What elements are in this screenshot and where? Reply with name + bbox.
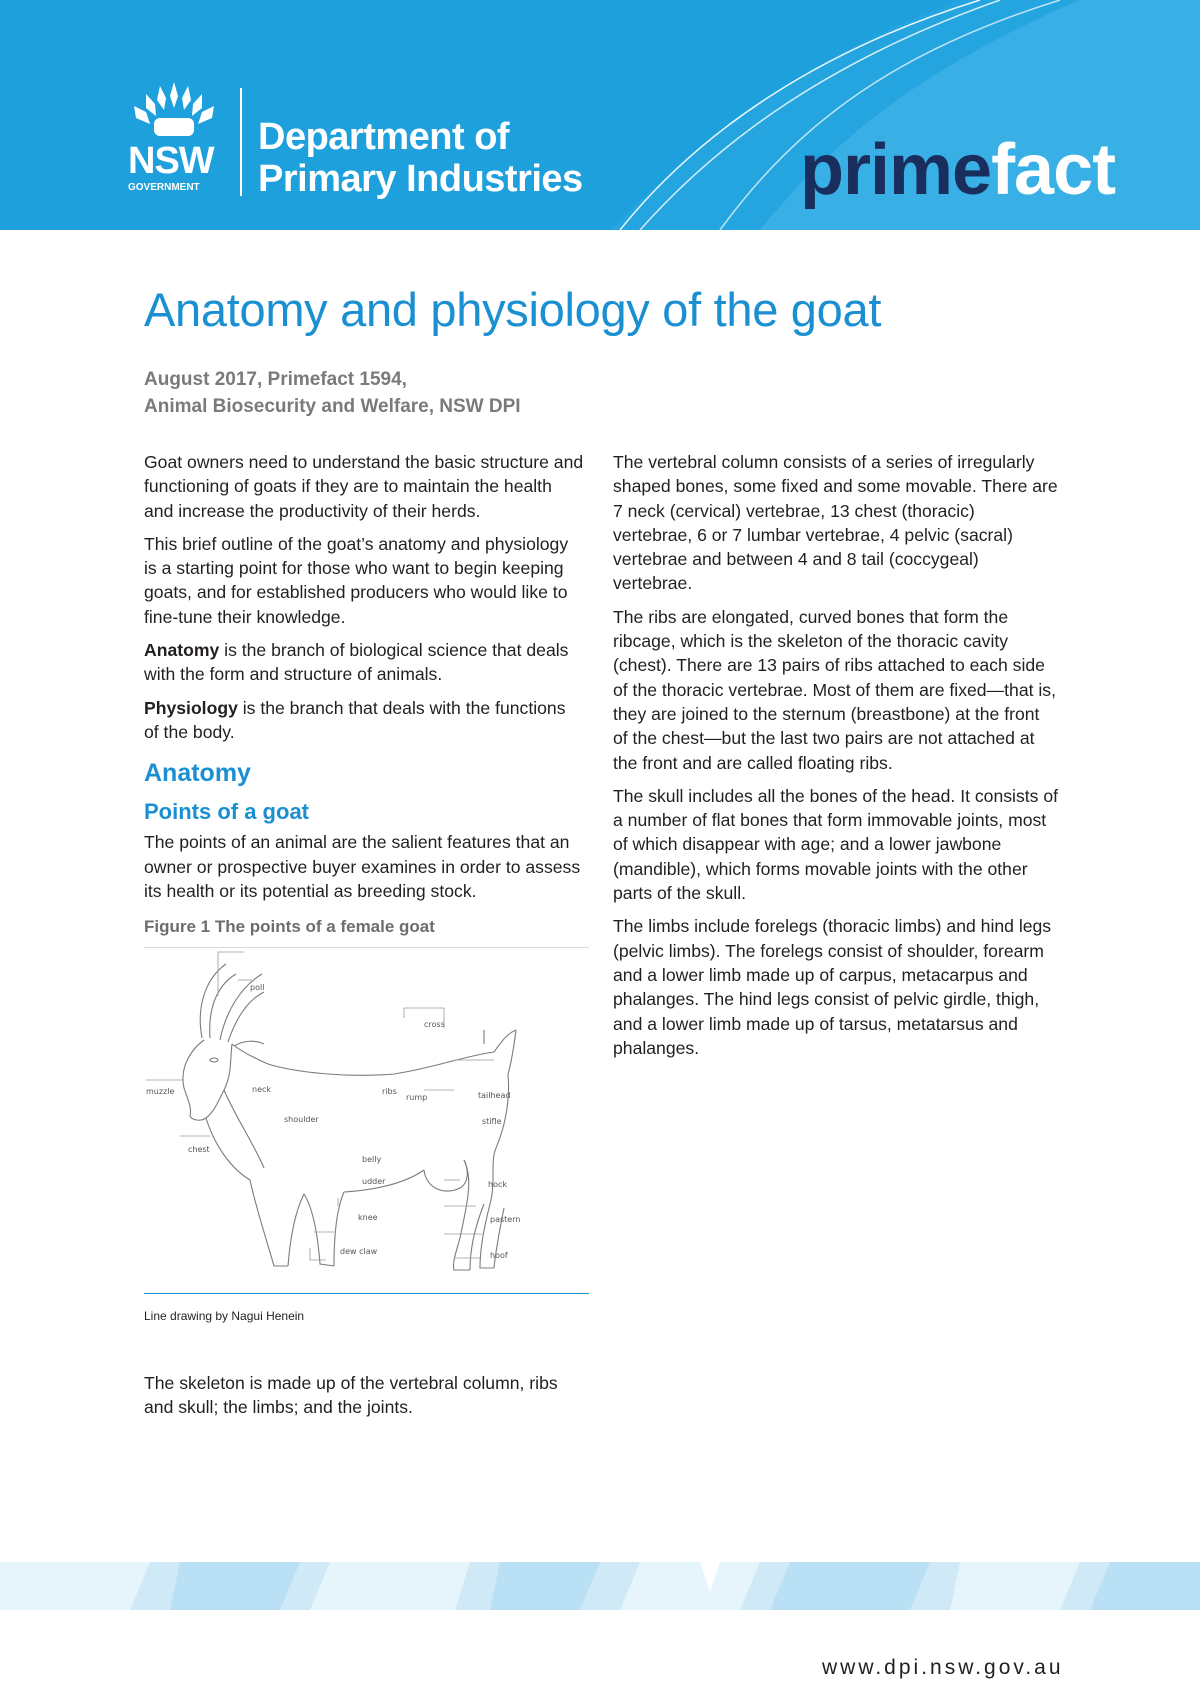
- term-physiology: Physiology: [144, 697, 238, 718]
- department-name: [258, 116, 583, 200]
- figure-caption: Figure 1 The points of a female goat: [144, 917, 435, 937]
- logo-nsw-text: NSW: [128, 140, 214, 182]
- label-knee: knee: [358, 1213, 378, 1223]
- label-hock: hock: [488, 1180, 507, 1190]
- label-rump: rump: [406, 1093, 428, 1103]
- paragraph: Goat owners need to understand the basic structure and functioning of goats if they are to maintain the health and increase the productivity of their herds.: [144, 452, 584, 521]
- paragraph: The points of an animal are the salient features that an owner or prospective buyer examines in order to assess its health or its potential as breeding stock.: [144, 832, 581, 901]
- figure-credit: Line drawing by Nagui Henein: [144, 1309, 305, 1324]
- wordmark-fact: fact: [991, 130, 1116, 210]
- definition-text: is the branch that deals with the functions of the body.: [144, 697, 566, 742]
- paragraph: The skeleton is made up of the vertebral column, ribs and skull; the limbs; and the joints.: [144, 1372, 558, 1418]
- paragraph: The limbs include forelegs (thoracic limbs) and hind legs (pelvic limbs). The forelegs consist of shoulder, forearm and a lower limb made up of carpus, metacarpus and phalanges. The hind legs consist of pelvic girdle, thigh, and a lower limb made up of tarsus, metatarsus and phalanges.: [613, 916, 1052, 1058]
- publication-meta: [144, 366, 521, 420]
- label-tailhead: tailhead: [478, 1091, 511, 1101]
- paragraph: The ribs are elongated, curved bones that form the ribcage, which is the skeleton of the thoracic cavity (chest). There are 13 pairs of ribs attached to each side of the thoracic vertebrae. Most of them are fixed—that is, they are joined to the sternum (breastbone) at the front of the chest—but the last two pairs are not attached at the front and are called floating ribs.: [613, 606, 1056, 773]
- paragraph-physiology-definition: [144, 696, 584, 745]
- paragraph: This brief outline of the goat’s anatomy and physiology is a starting point for those who want to begin keeping goats, and for established producers who would like to fine-tune their knowledge.: [144, 533, 569, 627]
- paragraph: The vertebral column consists of a series of irregularly shaped bones, some fixed and some movable. There are 7 neck (cervical) vertebrae, 13 chest (thoracic) vertebrae, 6 or 7 lumbar vertebrae, 4 pelvic (sacral) vertebrae and between 4 and 8 tail (coccygeal) vertebrae.: [613, 452, 1058, 594]
- label-ribs: ribs: [382, 1087, 397, 1097]
- paragraph: The skull includes all the bones of the head. It consists of a number of flat bones that form immovable joints, most of which disappear with age; and a lower jawbone (mandible), which forms movable joints with the other parts of the skull.: [613, 785, 1058, 904]
- footer-url[interactable]: www.dpi.nsw.gov.au: [822, 1656, 1064, 1679]
- department-line-2: Primary Industries: [258, 158, 583, 200]
- primefact-wordmark: [800, 130, 1115, 210]
- definition-text: is the branch of biological science that deals with the form and structure of animals.: [144, 640, 569, 685]
- meta-line-2: Animal Biosecurity and Welfare, NSW DPI: [144, 396, 521, 417]
- left-column: [144, 450, 584, 1428]
- term-anatomy: Anatomy: [144, 640, 220, 661]
- right-column: [613, 450, 1058, 1069]
- paragraph-anatomy-definition: [144, 638, 584, 687]
- label-shoulder: shoulder: [284, 1115, 319, 1125]
- label-dew-claw: dew claw: [340, 1247, 378, 1257]
- header-banner: [0, 0, 1200, 230]
- footer: [0, 1562, 1200, 1696]
- wordmark-prime: prime: [800, 130, 992, 210]
- meta-line-1: August 2017, Primefact 1594,: [144, 369, 407, 390]
- label-pastern: pastern: [490, 1215, 521, 1225]
- label-muzzle: muzzle: [146, 1087, 175, 1097]
- waratah-icon: [124, 78, 224, 140]
- label-cross: cross: [424, 1020, 445, 1030]
- figure-rule: [144, 1293, 589, 1294]
- heading-points-of-a-goat: Points of a goat: [144, 799, 309, 825]
- label-chest: chest: [188, 1145, 210, 1155]
- label-hoof: hoof: [490, 1251, 508, 1261]
- header-divider: [240, 88, 242, 196]
- department-line-1: Department of: [258, 116, 510, 158]
- footer-band-graphic: [0, 1562, 1200, 1610]
- page-title: Anatomy and physiology of the goat: [144, 283, 882, 336]
- label-poll: poll: [250, 983, 265, 993]
- goat-line-drawing: [144, 948, 589, 1283]
- nsw-government-logo: [120, 78, 230, 198]
- label-stifle: stifle: [482, 1117, 502, 1127]
- label-udder: udder: [362, 1177, 386, 1187]
- label-neck: neck: [252, 1085, 272, 1095]
- heading-anatomy: Anatomy: [144, 759, 251, 788]
- label-belly: belly: [362, 1155, 382, 1165]
- goat-figure: [144, 947, 589, 1283]
- logo-government-text: GOVERNMENT: [128, 182, 200, 193]
